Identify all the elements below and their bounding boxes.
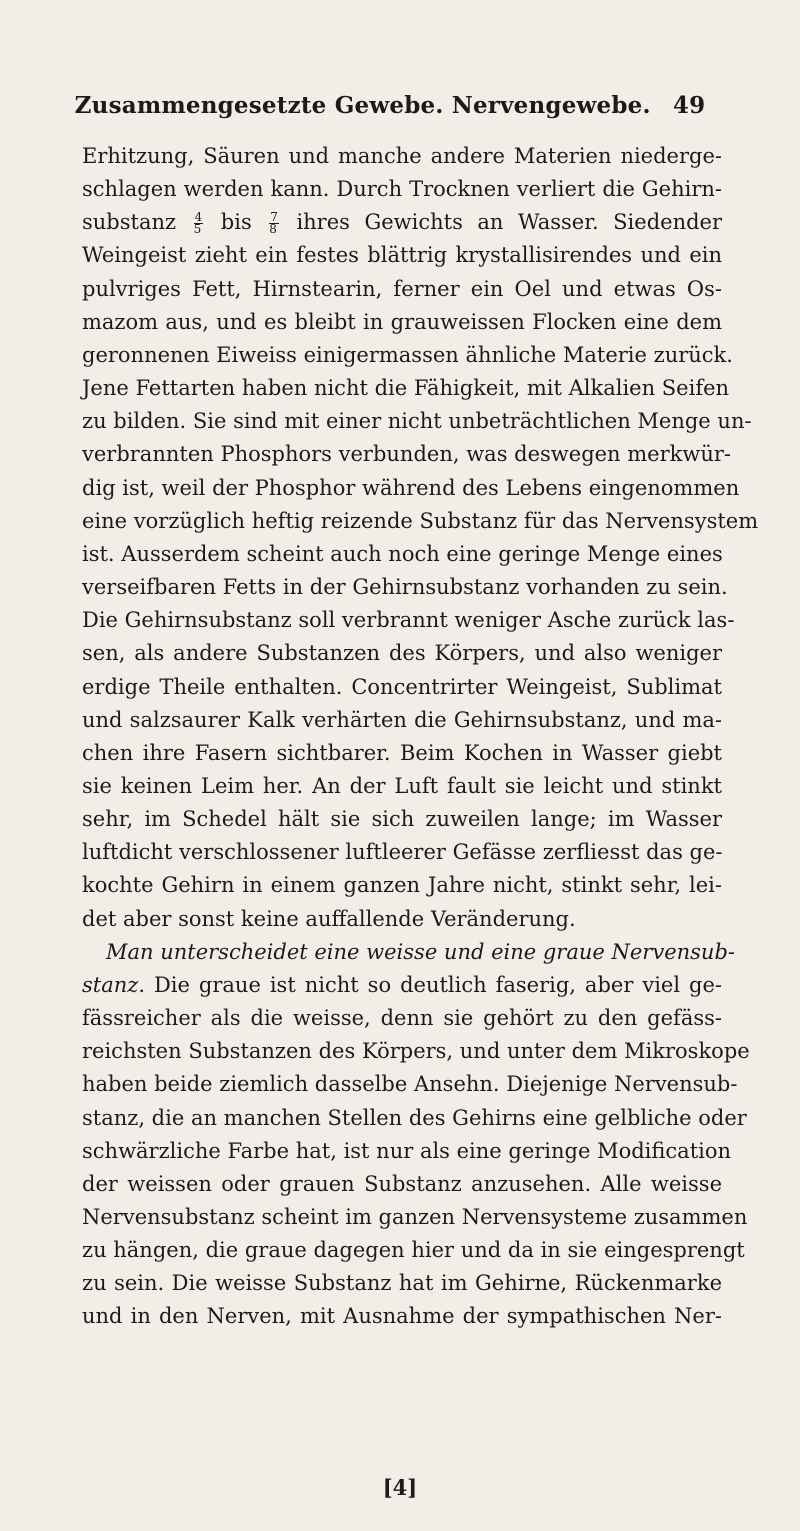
text-line: reichsten Substanzen des Körpers, und unter dem Mikroskope (82, 1039, 750, 1064)
text-line: Jene Fettarten haben nicht die Fähigkeit, mit Alkalien Seifen (82, 376, 730, 401)
fraction (194, 212, 204, 235)
text-line: mazom aus, und es bleibt in grauweissen Flocken eine dem (82, 309, 722, 334)
text-line: Die Gehirnsubstanz soll verbrannt weniger Asche zurück las- (82, 608, 735, 633)
body-text (82, 140, 759, 1334)
text-run: bis (206, 210, 267, 235)
text-run: Die graue ist nicht so deutlich faserig, aber viel ge- (145, 972, 722, 997)
text-line: fässreicher als die weisse, denn sie gehört zu den gefäss- (82, 1006, 722, 1031)
text-line: zu bilden. Sie sind mit einer nicht unbeträchtlichen Menge un- (82, 409, 752, 434)
text-line: luftdicht verschlossener luftleerer Gefässe zerfliesst das ge- (82, 840, 723, 865)
text-line: kochte Gehirn in einem ganzen Jahre nicht, stinkt sehr, lei- (82, 873, 722, 898)
text-run: ihres Gewichts an Wasser. Siedender (281, 210, 722, 235)
text-line: und salzsaurer Kalk verhärten die Gehirnsubstanz, und ma- (82, 707, 722, 732)
running-header (70, 92, 710, 119)
italic-phrase: Man unterscheidet eine weisse und eine graue Nervensub- (106, 939, 735, 964)
text-line: dig ist, weil der Phosphor während des Lebens eingenommen (82, 475, 740, 500)
text-line (82, 936, 735, 969)
text-line: und in den Nerven, mit Ausnahme der sympathischen Ner- (82, 1304, 722, 1329)
running-title: Zusammengesetzte Gewebe. Nervengewebe. (74, 92, 651, 119)
fraction-denominator: 8 (269, 222, 277, 237)
text-line: Nervensubstanz scheint im ganzen Nervensysteme zusammen (82, 1205, 748, 1229)
italic-phrase: stanz. (82, 972, 145, 997)
text-line: sen, als andere Substanzen des Körpers, und also weniger (82, 641, 722, 666)
text-line: pulvriges Fett, Hirnstearin, ferner ein Oel und etwas Os- (82, 276, 722, 301)
text-line: stanz, die an manchen Stellen des Gehirns eine gelbliche oder (82, 1105, 747, 1130)
text-line (82, 969, 722, 1002)
text-line: erdige Theile enthalten. Concentrirter Weingeist, Sublimat (82, 674, 722, 699)
text-line: verbrannten Phosphors verbunden, was deswegen merkwür- (82, 442, 732, 467)
fraction-numerator: 7 (270, 210, 278, 225)
text-line (82, 206, 722, 239)
text-line: geronnenen Eiweiss einigermassen ähnliche Materie zurück. (82, 342, 733, 367)
text-line: der weissen oder grauen Substanz anzusehen. Alle weisse (82, 1171, 722, 1196)
fraction-numerator: 4 (194, 210, 203, 225)
text-line: sie keinen Leim her. An der Luft fault sie leicht und stinkt (82, 773, 722, 798)
text-line: verseifbaren Fetts in der Gehirnsubstanz vorhanden zu sein. (82, 575, 728, 600)
text-line: zu hängen, die graue dagegen hier und da in sie eingesprengt (82, 1238, 745, 1263)
fraction-denominator: 5 (193, 222, 202, 237)
text-line: ist. Ausserdem scheint auch noch eine geringe Menge eines (82, 541, 723, 566)
text-line: schwärzliche Farbe hat, ist nur als eine geringe Modification (82, 1138, 732, 1163)
text-line: det aber sonst keine auffallende Veränderung. (82, 906, 576, 931)
text-line: sehr, im Schedel hält sie sich zuweilen lange; im Wasser (82, 807, 722, 832)
text-line: Erhitzung, Säuren und manche andere Materien niederge- (82, 144, 722, 168)
text-line: eine vorzüglich heftig reizende Substanz für das Nervensystem (82, 508, 759, 533)
text-line: zu sein. Die weisse Substanz hat im Gehirne, Rückenmarke (82, 1271, 722, 1296)
signature-mark: [4] (382, 1475, 418, 1500)
page-number: 49 (672, 92, 706, 119)
text-run: substanz (82, 210, 191, 235)
text-line: haben beide ziemlich dasselbe Ansehn. Diejenige Nervensub- (82, 1072, 738, 1097)
text-line: schlagen werden kann. Durch Trocknen verliert die Gehirn- (82, 177, 722, 202)
fraction (269, 212, 279, 235)
text-line: chen ihre Fasern sichtbarer. Beim Kochen in Wasser giebt (82, 740, 722, 765)
text-line: Weingeist zieht ein festes blättrig krystallisirendes und ein (82, 243, 722, 268)
